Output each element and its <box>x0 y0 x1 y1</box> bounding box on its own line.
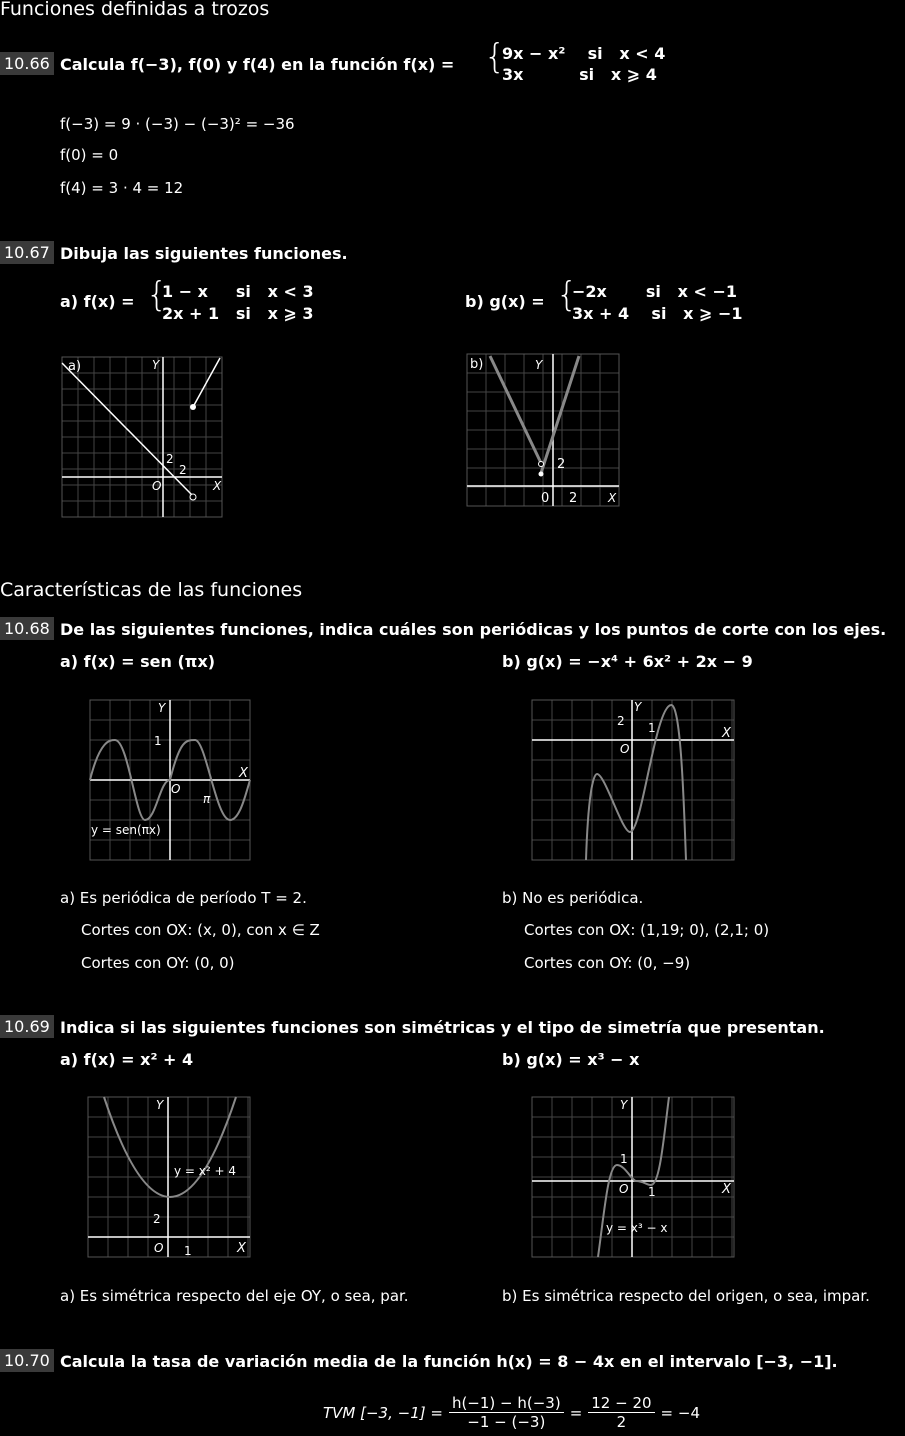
brace: { <box>146 275 168 315</box>
tick-label: 1 <box>620 1152 628 1166</box>
y-axis-label: Y <box>620 1098 628 1112</box>
function-label: a) f(x) = <box>60 292 135 311</box>
graph-tag: a) <box>68 359 82 374</box>
curve-label: y = sen(πx) <box>91 823 161 837</box>
answer-line: Cortes con OX: (1,19; 0), (2,1; 0) <box>524 921 770 939</box>
x-axis-label: X <box>213 479 222 493</box>
answer-line: f(0) = 0 <box>60 146 119 164</box>
problem-statement: De las siguientes funciones, indica cuáles son periódicas y los puntos de corte con los ejes. <box>60 620 887 639</box>
brace: { <box>556 275 578 315</box>
case-line: −2x si x < −1 <box>572 282 737 301</box>
y-axis-label: Y <box>152 358 160 372</box>
fraction <box>449 1394 564 1431</box>
answer-line: a) Es simétrica respecto del eje OY, o sea, par. <box>60 1287 409 1305</box>
graph-1069-a <box>86 1095 252 1261</box>
x-axis-label: X <box>722 1182 731 1197</box>
problem-number: 10.67 <box>0 241 54 264</box>
equals-sign: = <box>569 1403 583 1422</box>
tick-label: 2 <box>557 457 566 472</box>
fraction-numerator: h(−1) − h(−3) <box>449 1394 564 1413</box>
case-line: 1 − x si x < 3 <box>162 282 314 301</box>
origin-label: O <box>152 479 162 493</box>
tick-label: 1 <box>154 734 162 748</box>
tvm-lhs: TVM [−3, −1] = <box>323 1403 443 1422</box>
case-line: 9x − x² si x < 4 <box>502 44 666 63</box>
problem-number: 10.68 <box>0 617 54 640</box>
fraction-denominator: 2 <box>616 1413 627 1431</box>
tick-label: 1 <box>648 1185 656 1199</box>
fraction-denominator: −1 − (−3) <box>467 1413 546 1431</box>
graph-1068-a <box>88 697 253 863</box>
case-line: 3x + 4 si x ⩾ −1 <box>572 304 743 323</box>
y-axis-label: Y <box>156 1098 164 1112</box>
answer-line: Cortes con OX: (x, 0), con x ∈ Z <box>81 921 320 939</box>
origin-label: O <box>619 1182 629 1196</box>
problem-number: 10.70 <box>0 1349 54 1372</box>
x-axis-label: X <box>608 491 617 505</box>
tick-label: 2 <box>153 1212 161 1226</box>
answer-line: b) No es periódica. <box>502 889 644 907</box>
answer-line: f(4) = 3 · 4 = 12 <box>60 179 184 197</box>
answer-line: a) Es periódica de período T = 2. <box>60 889 307 907</box>
function-label: b) g(x) = x³ − x <box>502 1050 640 1069</box>
problem-statement: Calcula la tasa de variación media de la función h(x) = 8 − 4x en el intervalo [−3, −1]. <box>60 1352 838 1371</box>
pi-label: π <box>203 792 211 806</box>
graph-1069-b <box>530 1095 736 1261</box>
function-label: a) f(x) = x² + 4 <box>60 1050 194 1069</box>
answer-line: b) Es simétrica respecto del origen, o sea, impar. <box>502 1287 870 1305</box>
problem-number: 10.69 <box>0 1015 54 1038</box>
function-label: b) g(x) = −x⁴ + 6x² + 2x − 9 <box>502 652 753 671</box>
tick-label: 1 <box>184 1244 192 1258</box>
origin-label: 0 <box>541 491 550 506</box>
graph-1067-b <box>465 352 623 510</box>
answer-line: Cortes con OY: (0, −9) <box>524 954 691 972</box>
function-label: b) g(x) = <box>465 292 545 311</box>
y-axis-label: Y <box>634 700 642 714</box>
x-axis-label: X <box>237 1241 246 1256</box>
tick-label: 2 <box>179 463 187 477</box>
curve-label: y = x² + 4 <box>174 1164 237 1178</box>
origin-label: O <box>620 742 630 756</box>
section-title: Características de las funciones <box>0 579 303 601</box>
case-line: 3x si x ⩾ 4 <box>502 65 657 84</box>
section-title: Funciones definidas a trozos <box>0 0 270 20</box>
graph-tag: b) <box>470 357 484 372</box>
origin-label: O <box>171 782 181 796</box>
x-axis-label: X <box>722 726 731 741</box>
tick-label: 2 <box>617 714 625 728</box>
fraction <box>588 1394 654 1431</box>
tick-label: 2 <box>569 491 578 506</box>
problem-statement: Dibuja las siguientes funciones. <box>60 244 348 263</box>
y-axis-label: Y <box>158 701 166 715</box>
case-line: 2x + 1 si x ⩾ 3 <box>162 304 314 323</box>
origin-label: O <box>154 1241 164 1255</box>
answer-line: f(−3) = 9 · (−3) − (−3)² = −36 <box>60 115 295 133</box>
brace: { <box>484 37 506 77</box>
graph-1068-b <box>530 697 736 863</box>
problem-number: 10.66 <box>0 52 54 75</box>
tick-label: 2 <box>166 452 174 466</box>
problem-statement: Calcula f(−3), f(0) y f(4) en la función f(x) = <box>60 55 455 74</box>
tvm-formula <box>323 1394 700 1431</box>
x-axis-label: X <box>239 766 248 781</box>
curve-label: y = x³ − x <box>606 1221 668 1235</box>
answer-line: Cortes con OY: (0, 0) <box>81 954 235 972</box>
graph-1067-a <box>60 355 225 521</box>
tick-label: 1 <box>648 721 656 735</box>
result: = −4 <box>660 1403 700 1422</box>
problem-statement: Indica si las siguientes funciones son simétricas y el tipo de simetría que presentan. <box>60 1018 825 1037</box>
y-axis-label: Y <box>535 358 543 372</box>
function-label: a) f(x) = sen (πx) <box>60 652 216 671</box>
fraction-numerator: 12 − 20 <box>588 1394 654 1413</box>
